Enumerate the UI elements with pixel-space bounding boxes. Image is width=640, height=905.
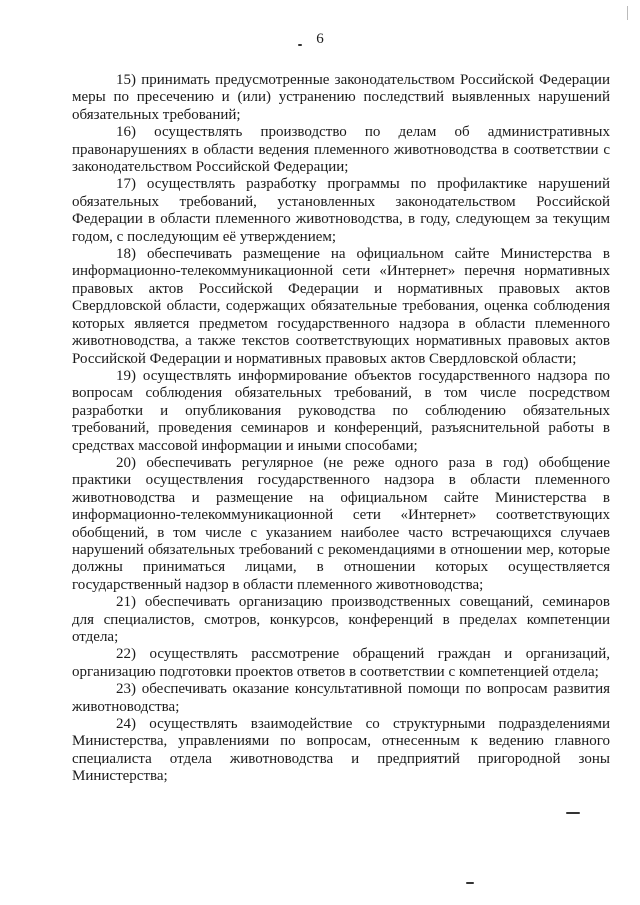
list-item: 23) обеспечивать оказание консультативной помощи по вопросам развития животноводства; — [72, 681, 610, 715]
list-item: 22) осуществлять рассмотрение обращений граждан и организаций, организацию подготовки проектов ответов в соответствии с компетенцией отдела; — [72, 646, 610, 680]
list-item: 16) осуществлять производство по делам об административных правонарушениях в области ведения племенного животноводства в соответствии с законодательством Российской Федерации; — [72, 124, 610, 176]
scan-artifact — [566, 812, 580, 814]
page-number: 6 — [316, 31, 324, 47]
list-item: 24) осуществлять взаимодействие со структурными подразделениями Министерства, управлениями по вопросам, отнесенным к ведению главного специалиста отдела животноводства и предприятий пригородной зоны Министерства; — [72, 716, 610, 785]
list-item: 17) осуществлять разработку программы по профилактике нарушений обязательных требований, установленных законодательством Российской Федерации в области племенного животноводства, в году, следующем за текущим годом, с последующим её утверждением; — [72, 176, 610, 245]
list-item: 21) обеспечивать организацию производственных совещаний, семинаров для специалистов, смотров, конкурсов, конференций в пределах компетенции отдела; — [72, 594, 610, 645]
scan-artifact — [466, 882, 474, 884]
scan-artifact — [627, 6, 628, 20]
list-item: 20) обеспечивать регулярное (не реже одного раза в год) обобщение практики осуществления государственного надзора в области племенного животноводства и размещение на официальном сайте Министерства в информационно-телекоммуникационной сети «Интернет» соответствующих обобщений, в том числе с указанием наиболее часто встречающихся случаев нарушений обязательных требований с рекомендациями в отношении мер, которые должны приниматься лицами, в отношении которых осуществляется государственный надзор в области племенного животноводства; — [72, 454, 610, 593]
document-body — [72, 72, 610, 786]
list-item: 15) принимать предусмотренные законодательством Российской Федерации меры по пресечению и (или) устранению последствий выявленных нарушений обязательных требований; — [72, 72, 610, 123]
scan-artifact — [298, 44, 302, 46]
list-item: 18) обеспечивать размещение на официальном сайте Министерства в информационно-телекоммуникационной сети «Интернет» перечня нормативных правовых актов Российской Федерации и нормативных правовых актов Свердловской области, содержащих обязательные требования, оценка соблюдения которых является предметом государственного надзора в области племенного животноводства, а также текстов соответствующих нормативных правовых актов Российской Федерации и нормативных правовых актов Свердловской области; — [72, 246, 610, 367]
list-item: 19) осуществлять информирование объектов государственного надзора по вопросам соблюдения обязательных требований, в том числе посредством разработки и опубликования руководства по соблюдению обязательных требований, проведения семинаров и конференций, разъяснительной работы в средствах массовой информации и иными способами; — [72, 367, 610, 454]
